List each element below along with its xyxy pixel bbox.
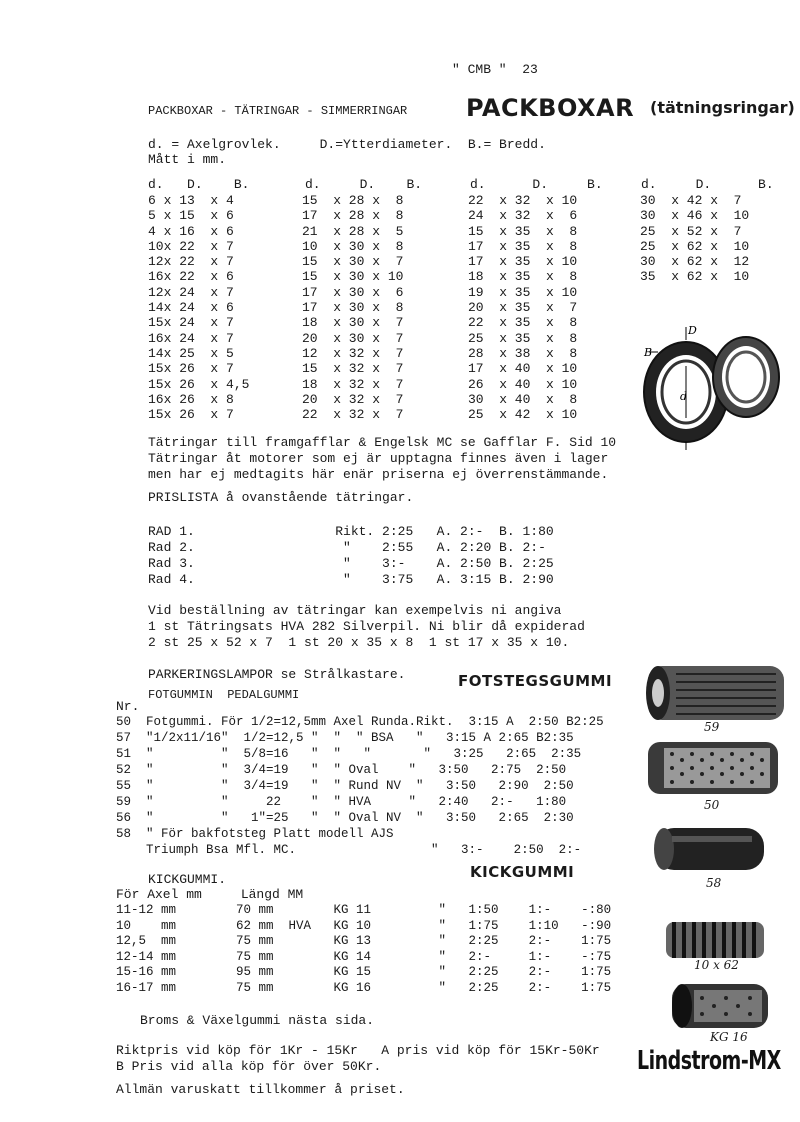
packbox-col4-row: 30 x 62 x 12 [640, 254, 750, 270]
packbox-column-3 [468, 193, 577, 422]
packbox-col1-row: 16x 22 x 6 [148, 269, 234, 285]
packbox-col2-row: 17 x 30 x 6 [302, 284, 404, 300]
packbox-col3-row: 22 x 32 x 10 [468, 193, 578, 208]
packbox-col2-row: 22 x 32 x 7 [302, 407, 404, 423]
packbox-col2-row: 15 x 30 x 10 [302, 269, 404, 285]
fotgummi-labels: FOTGUMMIN PEDALGUMMI [148, 688, 300, 702]
fotgummi-row: 56 " " 1"=25 " " Oval NV " 3:50 2:65 2:30 [116, 811, 574, 825]
packbox-col3-row: 18 x 35 x 8 [468, 269, 578, 285]
kickgummi-label: KICKGUMMI. [148, 872, 227, 887]
packbox-col3-row: 24 x 32 x 6 [468, 208, 578, 224]
packbox-col2-row: 17 x 30 x 8 [302, 300, 404, 316]
footer-line-2: B Pris vid alla köp för över 50Kr. [116, 1059, 382, 1074]
fotgummi-row: 58 " För bakfotsteg Platt modell AJS [116, 827, 394, 841]
kickgummi-row: 15-16 mm 95 mm KG 15 " 2:25 2:- 1:75 [116, 965, 612, 980]
kickgummi-col-header: För Axel mm Längd MM [116, 887, 304, 902]
packbox-col3-row: 25 x 35 x 8 [468, 330, 578, 346]
caption-58: 58 [706, 876, 722, 890]
rad-row-1: RAD 1. Rikt. 2:25 A. 2:- B. 1:80 [148, 524, 554, 539]
packbox-col1-row: 15x 26 x 4,5 [148, 376, 250, 392]
caption-50: 50 [704, 798, 720, 812]
table-header-col1: d. D. B. [148, 177, 250, 192]
fotstegsgummi-heading: FOTSTEGSGUMMI [458, 672, 613, 690]
large-title: PACKBOXAR [466, 94, 635, 122]
packbox-col1-row: 15x 26 x 7 [148, 361, 234, 377]
packbox-col3-row: 26 x 40 x 10 [468, 376, 578, 392]
watermark-logo: Lindstrom-MX [637, 1046, 781, 1076]
order-line-2: 1 st Tätringsats HVA 282 Silverpil. Ni blir då expiderad [148, 619, 585, 634]
packbox-col2-row: 18 x 32 x 7 [302, 376, 404, 392]
parkering-note: PARKERINGSLAMPOR se Strålkastare. [148, 667, 406, 682]
packbox-col2-row: 10 x 30 x 8 [302, 238, 404, 254]
order-line-3: 2 st 25 x 52 x 7 1 st 20 x 35 x 8 1 st 17 x 35 x 10. [148, 635, 570, 650]
table-header-col3: d. D. B. [470, 177, 603, 192]
packbox-col1-row: 15x 24 x 7 [148, 315, 234, 331]
packbox-col1-row: 12x 22 x 7 [148, 254, 234, 270]
packbox-col4-row: 25 x 62 x 10 [640, 238, 750, 254]
kickgummi-heading: KICKGUMMI [470, 863, 575, 881]
packbox-col3-row: 19 x 35 x 10 [468, 284, 578, 300]
legend-line-1: d. = Axelgrovlek. D.=Ytterdiameter. B.= Bredd. [148, 137, 546, 152]
footer-line-1: Riktpris vid köp för 1Kr - 15Kr A pris vid köp för 15Kr-50Kr [116, 1043, 600, 1058]
diagram-label-D: D [688, 324, 697, 337]
caption-10x62: 10 x 62 [694, 958, 739, 972]
caption-59: 59 [704, 720, 720, 734]
kickgummi-row: 16-17 mm 75 mm KG 16 " 2:25 2:- 1:75 [116, 980, 612, 995]
packbox-column-2 [302, 193, 403, 422]
kickgummi-row: 10 mm 62 mm HVA KG 10 " 1:75 1:10 -:90 [116, 918, 612, 933]
table-header-col4: d. D. B. [641, 177, 774, 192]
packbox-column-4 [640, 193, 749, 285]
packbox-col2-row: 18 x 30 x 7 [302, 315, 404, 331]
packbox-col3-row: 17 x 35 x 10 [468, 254, 578, 270]
rad-row-3: Rad 3. " 3:- A. 2:50 B. 2:25 [148, 556, 554, 571]
packbox-col3-row: 28 x 38 x 8 [468, 345, 578, 361]
packbox-col1-row: 14x 25 x 5 [148, 345, 234, 361]
packbox-col3-row: 15 x 35 x 8 [468, 223, 578, 239]
packbox-col1-row: 6 x 13 x 4 [148, 193, 234, 208]
fotgummi-row: Triumph Bsa Mfl. MC. " 3:- 2:50 2:- [116, 843, 582, 857]
packbox-col3-row: 30 x 40 x 8 [468, 391, 578, 407]
note-line-3: men har ej medtagits här enär priserna ej överrenstämmande. [148, 467, 609, 482]
packbox-col2-row: 12 x 32 x 7 [302, 345, 404, 361]
packbox-col2-row: 15 x 28 x 8 [302, 193, 404, 208]
legend-line-2: Mått i mm. [148, 152, 227, 167]
diagram-label-B: B [644, 346, 653, 359]
packbox-col2-row: 20 x 30 x 7 [302, 330, 404, 346]
fotgummi-row: 57 "1/2x11/16" 1/2=12,5 " " " BSA " 3:15 A 2:65 B2:35 [116, 731, 574, 745]
packbox-col1-row: 15x 26 x 7 [148, 407, 234, 423]
footrest-rubber-58-image [654, 828, 764, 870]
packbox-column-1 [148, 193, 249, 422]
diagram-label-d: d [680, 390, 688, 403]
prislista-title: PRISLISTA å ovanstående tätringar. [148, 490, 414, 505]
packbox-col4-row: 25 x 52 x 7 [640, 223, 742, 239]
packbox-col4-row: 30 x 42 x 7 [640, 193, 742, 208]
note-line-1: Tätringar till framgafflar & Engelsk MC se Gafflar F. Sid 10 [148, 435, 617, 450]
large-title-sub: (tätningsringar) [650, 98, 795, 117]
nr-label: Nr. [116, 699, 140, 714]
packbox-col3-row: 25 x 42 x 10 [468, 407, 578, 423]
packbox-col3-row: 20 x 35 x 7 [468, 300, 578, 316]
packbox-col3-row: 17 x 40 x 10 [468, 361, 578, 377]
fotgummi-row: 51 " " 5/8=16 " " " " 3:25 2:65 2:35 [116, 747, 582, 761]
packbox-col1-row: 12x 24 x 7 [148, 284, 234, 300]
kickgummi-row: 12,5 mm 75 mm KG 13 " 2:25 2:- 1:75 [116, 934, 612, 949]
fotgummi-row: 55 " " 3/4=19 " " Rund NV " 3:50 2:90 2:50 [116, 779, 574, 793]
fotgummi-row: 59 " " 22 " " HVA " 2:40 2:- 1:80 [116, 795, 567, 809]
kickgummi-row: 11-12 mm 70 mm KG 11 " 1:50 1:- -:80 [116, 903, 612, 917]
packbox-col2-row: 17 x 28 x 8 [302, 208, 404, 224]
packbox-col1-row: 4 x 16 x 6 [148, 223, 234, 239]
packbox-col1-row: 10x 22 x 7 [148, 238, 234, 254]
packbox-col1-row: 16x 24 x 7 [148, 330, 234, 346]
kick-rubber-kg16-image [672, 984, 768, 1028]
caption-kg16: KG 16 [710, 1030, 748, 1044]
packbox-col1-row: 5 x 15 x 6 [148, 208, 234, 224]
fotgummi-row: 50 Fotgummi. För 1/2=12,5mm Axel Runda.Rikt. 3:15 A 2:50 B2:25 [116, 715, 604, 729]
fotgummi-row: 52 " " 3/4=19 " " Oval " 3:50 2:75 2:50 [116, 763, 567, 777]
packbox-col2-row: 15 x 30 x 7 [302, 254, 404, 270]
broms-note: Broms & Växelgummi nästa sida. [140, 1013, 375, 1028]
packbox-col1-row: 16x 26 x 8 [148, 391, 234, 407]
packbox-col3-row: 17 x 35 x 8 [468, 238, 578, 254]
rad-row-4: Rad 4. " 3:75 A. 3:15 B. 2:90 [148, 572, 554, 587]
footrest-rubber-50-image [648, 742, 778, 794]
page-marker: " CMB " 23 [452, 62, 538, 77]
footer-line-3: Allmän varuskatt tillkommer å priset. [116, 1082, 405, 1097]
note-line-2: Tätringar åt motorer som ej är upptagna finnes även i lager [148, 451, 609, 466]
rad-row-2: Rad 2. " 2:55 A. 2:20 B. 2:- [148, 540, 546, 555]
packbox-col4-row: 30 x 46 x 10 [640, 208, 750, 224]
packbox-col2-row: 21 x 28 x 5 [302, 223, 404, 239]
kickgummi-rows [116, 903, 611, 997]
order-line-1: Vid beställning av tätringar kan exempelvis ni angiva [148, 603, 562, 618]
footrest-rubber-59-image [646, 666, 784, 720]
packbox-col3-row: 22 x 35 x 8 [468, 315, 578, 331]
fotgummi-rows [116, 714, 604, 858]
kickgummi-row: 12-14 mm 75 mm KG 14 " 2:- 1:- -:75 [116, 949, 612, 964]
packbox-col2-row: 20 x 32 x 7 [302, 391, 404, 407]
packbox-col4-row: 35 x 62 x 10 [640, 269, 750, 285]
seal-ring-diagram [636, 322, 786, 452]
table-header-col2: d. D. B. [305, 177, 423, 192]
kick-rubber-ribbed-image [666, 922, 764, 958]
packbox-col2-row: 15 x 32 x 7 [302, 361, 404, 377]
packbox-col1-row: 14x 24 x 6 [148, 300, 234, 316]
small-title: PACKBOXAR - TÄTRINGAR - SIMMERRINGAR [148, 104, 408, 118]
